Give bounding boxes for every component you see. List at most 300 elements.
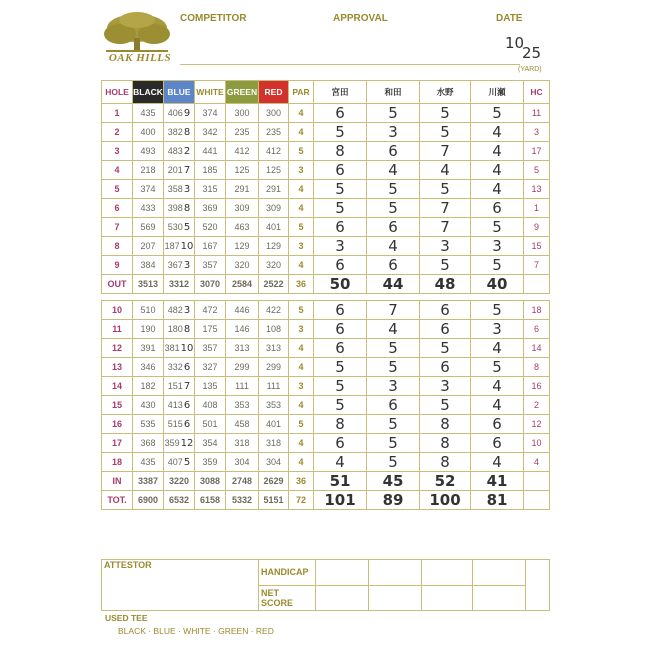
blue-yardage-value: 151 <box>167 380 183 391</box>
green-yardage: 353 <box>226 396 259 415</box>
score-cell[interactable]: 6 <box>314 320 367 339</box>
blue-yardage-value: 358 <box>167 183 183 194</box>
hole-number: 17 <box>102 434 133 453</box>
handicap-index: 5 <box>524 161 550 180</box>
white-yardage: 342 <box>195 123 226 142</box>
out-row-score[interactable]: 44 <box>367 275 420 294</box>
score-cell[interactable]: 6 <box>471 199 524 218</box>
hole-row <box>102 377 550 396</box>
attestor-label: ATTESTOR <box>102 560 259 611</box>
hole-number: 8 <box>102 237 133 256</box>
out-row-score[interactable]: 40 <box>471 275 524 294</box>
score-cell[interactable]: 5 <box>314 358 367 377</box>
green-yardage: 412 <box>226 142 259 161</box>
out-row-score[interactable]: 48 <box>420 275 471 294</box>
red-yardage: 129 <box>259 237 289 256</box>
hole-row <box>102 339 550 358</box>
blue-handwritten-note: 3 <box>183 259 191 271</box>
score-cell[interactable]: 4 <box>314 453 367 472</box>
score-cell[interactable]: 4 <box>420 161 471 180</box>
blue-handwritten-note: 7 <box>183 164 191 176</box>
blue-yardage <box>164 237 195 256</box>
black-yardage: 535 <box>133 415 164 434</box>
handicap-index: 3 <box>524 123 550 142</box>
red-yardage: 401 <box>259 415 289 434</box>
blue-yardage-value: 483 <box>167 145 183 156</box>
score-cell[interactable]: 6 <box>314 104 367 123</box>
approval-label: APPROVAL <box>333 13 388 24</box>
score-cell[interactable]: 3 <box>367 123 420 142</box>
score-cell[interactable]: 6 <box>471 415 524 434</box>
green-yardage: 111 <box>226 377 259 396</box>
handicap-index: 17 <box>524 142 550 161</box>
in-row-par: 36 <box>289 472 314 491</box>
hole-row <box>102 161 550 180</box>
hole-row <box>102 199 550 218</box>
red-yardage: 313 <box>259 339 289 358</box>
handicap-index: 8 <box>524 358 550 377</box>
green-yardage: 300 <box>226 104 259 123</box>
blue-handwritten-note: 3 <box>183 183 191 195</box>
score-cell[interactable]: 5 <box>314 180 367 199</box>
blue-yardage-value: 407 <box>167 456 183 467</box>
blue-yardage-value: 367 <box>167 259 183 270</box>
red-yardage: 111 <box>259 377 289 396</box>
blue-yardage <box>164 180 195 199</box>
handicap-cell-1[interactable] <box>316 560 369 586</box>
blue-yardage <box>164 358 195 377</box>
blue-yardage-value: 187 <box>164 240 180 251</box>
handicap-cell-3[interactable] <box>422 560 473 586</box>
player-name: 水野 <box>420 81 471 104</box>
handicap-index: 14 <box>524 339 550 358</box>
green-yardage: 320 <box>226 256 259 275</box>
black-yardage: 368 <box>133 434 164 453</box>
black-yardage: 391 <box>133 339 164 358</box>
white-yardage: 327 <box>195 358 226 377</box>
score-cell[interactable]: 3 <box>471 237 524 256</box>
white-yardage: 501 <box>195 415 226 434</box>
score-cell[interactable]: 4 <box>367 161 420 180</box>
blue-yardage <box>164 377 195 396</box>
blue-handwritten-note: 2 <box>183 145 191 157</box>
handicap-cell-4[interactable] <box>473 560 526 586</box>
hole-number: 9 <box>102 256 133 275</box>
hole-number: 15 <box>102 396 133 415</box>
hole-row <box>102 453 550 472</box>
par-value: 3 <box>289 237 314 256</box>
par-value: 4 <box>289 180 314 199</box>
score-cell[interactable]: 5 <box>367 180 420 199</box>
white-yardage: 135 <box>195 377 226 396</box>
score-cell[interactable]: 3 <box>420 237 471 256</box>
white-yardage: 408 <box>195 396 226 415</box>
handicap-label: HANDICAP <box>259 560 316 586</box>
in-row-red: 2629 <box>259 472 289 491</box>
par-value: 5 <box>289 301 314 320</box>
par-value: 4 <box>289 123 314 142</box>
score-cell[interactable]: 6 <box>367 396 420 415</box>
white-yardage: 369 <box>195 199 226 218</box>
blue-yardage-value: 515 <box>167 418 183 429</box>
par-value: 3 <box>289 377 314 396</box>
green-yardage: 299 <box>226 358 259 377</box>
white-yardage: 175 <box>195 320 226 339</box>
score-cell[interactable]: 6 <box>367 256 420 275</box>
score-cell[interactable]: 5 <box>420 123 471 142</box>
score-cell[interactable]: 5 <box>471 104 524 123</box>
blue-handwritten-note: 8 <box>183 323 191 335</box>
white-yardage: 185 <box>195 161 226 180</box>
hole-row <box>102 301 550 320</box>
blue-handwritten-note: 10 <box>180 240 194 252</box>
red-yardage: 235 <box>259 123 289 142</box>
score-cell[interactable]: 5 <box>314 199 367 218</box>
col-red-header: RED <box>259 81 289 104</box>
score-cell[interactable]: 6 <box>314 434 367 453</box>
header-row <box>102 81 550 104</box>
score-cell[interactable]: 5 <box>420 256 471 275</box>
black-yardage: 182 <box>133 377 164 396</box>
par-value: 4 <box>289 358 314 377</box>
black-yardage: 207 <box>133 237 164 256</box>
blue-yardage-value: 201 <box>167 164 183 175</box>
score-cell[interactable]: 4 <box>471 377 524 396</box>
hole-number: 13 <box>102 358 133 377</box>
out-row-red: 2522 <box>259 275 289 294</box>
score-cell[interactable]: 3 <box>367 377 420 396</box>
black-yardage: 430 <box>133 396 164 415</box>
green-yardage: 458 <box>226 415 259 434</box>
red-yardage: 320 <box>259 256 289 275</box>
blue-yardage <box>164 434 195 453</box>
blue-handwritten-note: 6 <box>183 399 191 411</box>
col-hc-header: HC <box>524 81 550 104</box>
hole-number: 7 <box>102 218 133 237</box>
score-cell[interactable]: 5 <box>420 339 471 358</box>
in-row-white: 3088 <box>195 472 226 491</box>
blue-handwritten-note: 9 <box>183 107 191 119</box>
score-cell[interactable]: 3 <box>420 377 471 396</box>
hole-row <box>102 434 550 453</box>
black-yardage: 435 <box>133 453 164 472</box>
handicap-index: 11 <box>524 104 550 123</box>
blue-yardage-value: 482 <box>167 304 183 315</box>
red-yardage: 318 <box>259 434 289 453</box>
blue-yardage-value: 413 <box>167 399 183 410</box>
score-cell[interactable]: 4 <box>471 453 524 472</box>
score-cell[interactable]: 6 <box>367 218 420 237</box>
score-cell[interactable]: 5 <box>314 377 367 396</box>
tot-row-score[interactable]: 89 <box>367 491 420 510</box>
score-cell[interactable]: 5 <box>367 453 420 472</box>
out-row-green: 2584 <box>226 275 259 294</box>
gap-cell <box>102 294 550 301</box>
par-value: 5 <box>289 415 314 434</box>
green-yardage: 291 <box>226 180 259 199</box>
hole-number: 11 <box>102 320 133 339</box>
score-cell[interactable]: 5 <box>420 180 471 199</box>
black-yardage: 493 <box>133 142 164 161</box>
score-cell[interactable]: 5 <box>471 301 524 320</box>
score-cell[interactable]: 6 <box>314 301 367 320</box>
footer-table <box>101 559 550 611</box>
red-yardage: 309 <box>259 199 289 218</box>
blue-yardage <box>164 256 195 275</box>
score-cell[interactable]: 6 <box>314 339 367 358</box>
blue-yardage <box>164 161 195 180</box>
hole-row <box>102 320 550 339</box>
handicap-index: 12 <box>524 415 550 434</box>
handicap-index: 6 <box>524 320 550 339</box>
score-cell[interactable]: 6 <box>420 358 471 377</box>
col-hole-header: HOLE <box>102 81 133 104</box>
blue-handwritten-note: 7 <box>183 380 191 392</box>
out-row-black: 3513 <box>133 275 164 294</box>
handicap-index: 4 <box>524 453 550 472</box>
hole-number: 5 <box>102 180 133 199</box>
blue-yardage-value: 382 <box>167 126 183 137</box>
score-cell[interactable]: 7 <box>420 199 471 218</box>
white-yardage: 354 <box>195 434 226 453</box>
black-yardage: 510 <box>133 301 164 320</box>
handicap-index: 18 <box>524 301 550 320</box>
black-yardage: 190 <box>133 320 164 339</box>
net-score-cell-4[interactable] <box>473 585 526 611</box>
out-row <box>102 275 550 294</box>
white-yardage: 472 <box>195 301 226 320</box>
score-cell[interactable]: 7 <box>420 218 471 237</box>
score-cell[interactable]: 6 <box>471 434 524 453</box>
score-cell[interactable]: 5 <box>367 434 420 453</box>
par-value: 4 <box>289 434 314 453</box>
blue-handwritten-note: 8 <box>183 126 191 138</box>
used-tee-label: USED TEE <box>105 613 148 623</box>
handicap-index: 2 <box>524 396 550 415</box>
in-row-label: IN <box>102 472 133 491</box>
par-value: 4 <box>289 104 314 123</box>
black-yardage: 435 <box>133 104 164 123</box>
tot-row-par: 72 <box>289 491 314 510</box>
score-cell[interactable]: 5 <box>367 415 420 434</box>
handicap-index: 9 <box>524 218 550 237</box>
blue-yardage <box>164 104 195 123</box>
score-cell[interactable]: 5 <box>471 256 524 275</box>
green-yardage: 304 <box>226 453 259 472</box>
hole-row <box>102 415 550 434</box>
blue-yardage-value: 406 <box>167 107 183 118</box>
score-cell[interactable]: 8 <box>420 434 471 453</box>
blue-yardage-value: 398 <box>167 202 183 213</box>
score-cell[interactable]: 8 <box>314 142 367 161</box>
in-row-blue: 3220 <box>164 472 195 491</box>
used-tee-options: BLACK · BLUE · WHITE · GREEN · RED <box>118 626 274 636</box>
tot-row-score[interactable]: 81 <box>471 491 524 510</box>
out-row-blue: 3312 <box>164 275 195 294</box>
tot-row-hc-empty <box>524 491 550 510</box>
score-cell[interactable]: 7 <box>367 301 420 320</box>
score-cell[interactable]: 5 <box>420 396 471 415</box>
red-yardage: 299 <box>259 358 289 377</box>
black-yardage: 400 <box>133 123 164 142</box>
score-cell[interactable]: 4 <box>471 180 524 199</box>
date-month: 10 <box>505 34 525 52</box>
player-name: 宮田 <box>314 81 367 104</box>
out-row-white: 3070 <box>195 275 226 294</box>
net-score-label: NET SCORE <box>259 585 316 611</box>
red-yardage: 422 <box>259 301 289 320</box>
tot-row-white: 6158 <box>195 491 226 510</box>
header-underline <box>180 64 520 65</box>
hole-row <box>102 142 550 161</box>
score-cell[interactable]: 5 <box>314 123 367 142</box>
logo-text: OAK HILLS <box>108 52 172 64</box>
hole-number: 3 <box>102 142 133 161</box>
green-yardage: 463 <box>226 218 259 237</box>
score-cell[interactable]: 5 <box>314 396 367 415</box>
blue-yardage <box>164 301 195 320</box>
black-yardage: 374 <box>133 180 164 199</box>
date-label: DATE <box>496 13 523 24</box>
score-cell[interactable]: 5 <box>471 358 524 377</box>
score-cell[interactable]: 4 <box>471 396 524 415</box>
tot-row-label: TOT. <box>102 491 133 510</box>
in-row-score[interactable]: 51 <box>314 472 367 491</box>
blue-yardage-value: 381 <box>164 342 180 353</box>
blue-yardage-value: 332 <box>167 361 183 372</box>
score-cell[interactable]: 8 <box>420 453 471 472</box>
score-cell[interactable]: 5 <box>367 199 420 218</box>
score-cell[interactable]: 6 <box>314 256 367 275</box>
blue-handwritten-note: 5 <box>183 221 191 233</box>
score-cell[interactable]: 4 <box>367 237 420 256</box>
par-value: 4 <box>289 339 314 358</box>
hole-number: 12 <box>102 339 133 358</box>
out-row-label: OUT <box>102 275 133 294</box>
black-yardage: 218 <box>133 161 164 180</box>
net-score-cell-2[interactable] <box>369 585 422 611</box>
hole-row <box>102 123 550 142</box>
white-yardage: 167 <box>195 237 226 256</box>
tot-row <box>102 491 550 510</box>
out-row-par: 36 <box>289 275 314 294</box>
blue-yardage-value: 530 <box>167 221 183 232</box>
blue-yardage <box>164 453 195 472</box>
player-name: 和田 <box>367 81 420 104</box>
score-cell[interactable]: 3 <box>314 237 367 256</box>
par-value: 3 <box>289 320 314 339</box>
black-yardage: 384 <box>133 256 164 275</box>
par-value: 3 <box>289 161 314 180</box>
score-cell[interactable]: 6 <box>420 320 471 339</box>
blue-handwritten-note: 8 <box>183 202 191 214</box>
blue-yardage <box>164 339 195 358</box>
score-cell[interactable]: 8 <box>314 415 367 434</box>
blue-yardage-value: 359 <box>164 437 180 448</box>
par-value: 4 <box>289 453 314 472</box>
in-row-score[interactable]: 52 <box>420 472 471 491</box>
score-cell[interactable]: 7 <box>420 142 471 161</box>
tot-row-blue: 6532 <box>164 491 195 510</box>
score-cell[interactable]: 6 <box>314 161 367 180</box>
score-cell[interactable]: 4 <box>471 161 524 180</box>
date-day: 25 <box>522 44 542 62</box>
green-yardage: 235 <box>226 123 259 142</box>
in-row-green: 2748 <box>226 472 259 491</box>
red-yardage: 108 <box>259 320 289 339</box>
green-yardage: 313 <box>226 339 259 358</box>
score-cell[interactable]: 5 <box>367 358 420 377</box>
green-yardage: 129 <box>226 237 259 256</box>
red-yardage: 353 <box>259 396 289 415</box>
handicap-cell-2[interactable] <box>369 560 422 586</box>
score-cell[interactable]: 4 <box>471 339 524 358</box>
section-gap <box>102 294 550 301</box>
tot-row-score[interactable]: 101 <box>314 491 367 510</box>
white-yardage: 315 <box>195 180 226 199</box>
blue-yardage <box>164 142 195 161</box>
tot-row-score[interactable]: 100 <box>420 491 471 510</box>
net-score-cell-1[interactable] <box>316 585 369 611</box>
score-cell[interactable]: 5 <box>367 104 420 123</box>
score-cell[interactable]: 4 <box>367 320 420 339</box>
score-cell[interactable]: 5 <box>367 339 420 358</box>
green-yardage: 309 <box>226 199 259 218</box>
in-row-score[interactable]: 45 <box>367 472 420 491</box>
in-row-black: 3387 <box>133 472 164 491</box>
out-row-hc-empty <box>524 275 550 294</box>
score-cell[interactable]: 6 <box>420 301 471 320</box>
blue-handwritten-note: 3 <box>183 304 191 316</box>
black-yardage: 346 <box>133 358 164 377</box>
score-cell[interactable]: 3 <box>471 320 524 339</box>
footer-empty-cell <box>526 560 550 611</box>
scorecard-table <box>101 80 550 510</box>
hole-number: 1 <box>102 104 133 123</box>
white-yardage: 359 <box>195 453 226 472</box>
score-cell[interactable]: 6 <box>367 142 420 161</box>
red-yardage: 401 <box>259 218 289 237</box>
in-row-score[interactable]: 41 <box>471 472 524 491</box>
black-yardage: 569 <box>133 218 164 237</box>
score-cell[interactable]: 5 <box>471 218 524 237</box>
score-cell[interactable]: 5 <box>420 104 471 123</box>
score-cell[interactable]: 4 <box>471 142 524 161</box>
green-yardage: 146 <box>226 320 259 339</box>
hole-row <box>102 358 550 377</box>
score-cell[interactable]: 4 <box>471 123 524 142</box>
score-cell[interactable]: 8 <box>420 415 471 434</box>
handicap-index: 10 <box>524 434 550 453</box>
handicap-index: 13 <box>524 180 550 199</box>
col-black-header: BLACK <box>133 81 164 104</box>
blue-handwritten-note: 12 <box>180 437 194 449</box>
net-score-cell-3[interactable] <box>422 585 473 611</box>
out-row-score[interactable]: 50 <box>314 275 367 294</box>
white-yardage: 357 <box>195 256 226 275</box>
red-yardage: 300 <box>259 104 289 123</box>
in-row-hc-empty <box>524 472 550 491</box>
green-yardage: 318 <box>226 434 259 453</box>
hole-number: 10 <box>102 301 133 320</box>
hole-row <box>102 218 550 237</box>
par-value: 4 <box>289 256 314 275</box>
competitor-label: COMPETITOR <box>180 13 247 24</box>
blue-yardage <box>164 396 195 415</box>
white-yardage: 441 <box>195 142 226 161</box>
col-green-header: GREEN <box>226 81 259 104</box>
score-cell[interactable]: 6 <box>314 218 367 237</box>
